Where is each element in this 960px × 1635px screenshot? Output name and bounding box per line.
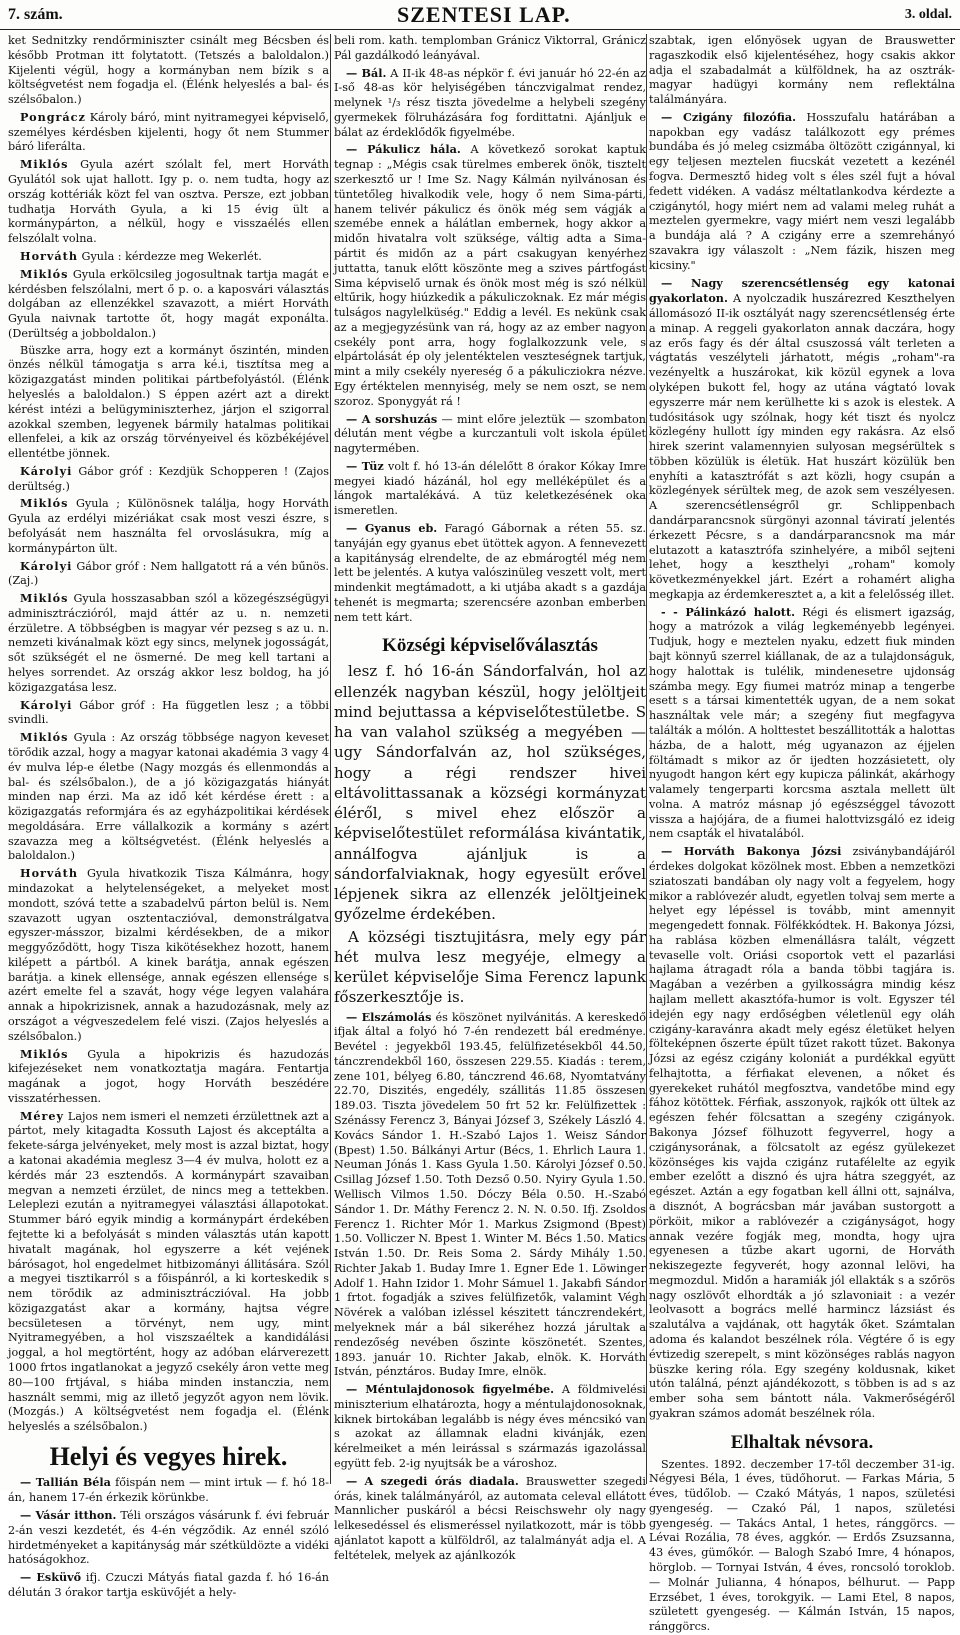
news-item <box>334 521 646 625</box>
speaker-name: Miklós <box>20 266 69 281</box>
paragraph: A községi tisztujitásra, mely egy pár hét mulva lesz megyéje, elmegy a kerület képviselője Sima Ferencz lapunk főszerkesztője is. <box>334 927 646 1007</box>
news-headline: — Tallián Béla <box>20 1475 111 1490</box>
speaker-name: Károlyi <box>20 697 73 712</box>
speaker-name: Miklós <box>20 1046 69 1061</box>
news-item <box>334 459 646 519</box>
news-item <box>334 142 646 409</box>
paragraph <box>8 698 329 729</box>
speaker-name: Miklós <box>20 730 69 745</box>
paragraph: beli rom. kath. templomban Gránicz Viktorral, Gránicz Pál gazdálkodó leányával. <box>334 34 646 62</box>
paragraph-text: Gábor gróf : Kezdjük Schopperen ! (Zajos derültség.) <box>8 464 329 493</box>
speaker-name: Miklós <box>20 157 69 172</box>
deaths-list: Szentes. 1892. deczember 17-től deczember 31-ig. Négyesi Béla, 1 éves, tüdőhorut. — Farkas Mária, 5 éves, tüdőlob. — Czakó Mátyás, 1 napos, születési gyengeség. — Czakó Pál, 1 napos, születési gyengeség. — Takács Antal, 1 hetes, ránggörcs. — Lévai Rozália, 78 éves, aggkór. — Erdős Zsuzsanna, 43 éves, gümőkór. — Balogh Szabó Imre, 4 hónapos, hörglob. — Tornyai István, 4 éves, roncsoló toroklob. — Molnár Julianna, 4 hónapos, bélhurut. — Papp Erzsébet, 1 éves, torokgyik. — Lami Etel, 8 napos, született gyengeség. — Kálmán István, 15 napos, ránggörcs. <box>649 1457 955 1634</box>
speaker-name: Horváth <box>20 866 78 881</box>
speaker-name: Miklós <box>20 496 69 511</box>
paragraph: lesz f. hó 16-án Sándorfalván, hol az ellenzék nagyban készül, hogy jelöltjeit mind bejuttassa a képviselőtestületbe. S ha van valahol szükség a megyében — ugy Sándorfalván az, hol szükséges, hogy a régi rendszer hivei eltávolittassanak a községi kormányzat éléről, s mivel ehez először a képviselőtestület reformálása kivántatik, annálfogva ajánljuk is a sándorfalviaknak, hogy egyesült erővel lépjenek sikra az ellenzék jelöltjeinek győzelme érdekében. <box>334 662 646 924</box>
news-text: A következő sorokat kaptuk tegnap : „Mégis csak türelmes emberek önök, tisztelt szerkesztő ur ! Ime Sz. Nagy Kálmán nyilvánosan és tüntetőleg hivalkodik vele, hogy ő nem Sima-párti, hanem telivér pákulicz és önök még sem vágják a szemébe ennek a hálátlan embernek, hogy akkor a midőn hivatalra volt szüksége, váltig adta a Sima-pártit és midőn az a párt csakugyan kenyérhez juttatta, tanuk előtt köszönte meg a szives pártfogást Sima képviselő urnak és önök most még is szó nélkül eltűrik, hogy hiúzkedik a pákuliczoknak. Ez már mégis tulságos nagylelküség." Eddig a levél. Es nekünk csak az a megjegyzésünk van rá, hogy az az ember nagyon csekély pont arra, hogy foglalkozzunk vele, s elpártolását ép oly jelentéktelen veszteségnek tartjuk, mint a mily csekély nyereség ő a pákulicziokra nézve. Egy értéktelen mennyiség, mely se nem oszt, se nem szoroz. Sponygyát rá ! <box>334 143 646 408</box>
speaker-name: Pongrácz <box>20 109 86 124</box>
paragraph-text: Gyula : kérdezze meg Wekerlét. <box>77 249 262 263</box>
news-item <box>334 412 646 457</box>
news-headline: — Nagy szerencsétlenség egy katonai gyakorlaton. <box>649 275 955 306</box>
speaker-name: Károlyi <box>20 558 73 573</box>
news-text: Brauswetter szegedi órás, kinek találmányáról, az automata celeval ellátott Mannlicher puskáról a bécsi Reischswehr oly nagy lelkesedéssel és elismeréssel nyilatkozott, már is több ajánlatot kapott a külföldről, az talalmányát adja el. A feltételek, melyek az ajánlkozók <box>334 1474 647 1562</box>
news-headline: - - Pálinkázó halott. <box>661 604 796 619</box>
paragraph <box>8 496 329 556</box>
column-1 <box>8 34 330 1599</box>
news-item <box>649 276 955 603</box>
news-text: Régi és elismert igazság, hogy a matrózok a világ legkeményebb legényei. Tudjuk, hogy e meztelen nyaku, edzett fiuk minden bajt könnyű szerrel kiállanak, de az a tulajdonságuk, hogy halottak is tulélik, mindenesetre ujdonság számba megy. Egy fiumei matróz minap a tengerbe esett s a társai kimentették ugyan, de a nem sokat használtak vele már; a szegény fiut megfagyva találták a mólón. A holttestet beszállitották a halottas házba, de a halott, még ugyanazon az éjjelen föltámadt s mikor az őr ijedten hozzásietett, oly nyugodt hangon kért egy kupicza pálinkát, akárhogy valamely tengerparti korcsma asztala mellett ült volna. A matróz másnap jó egészséggel távozott vissza a hajójára, de a fiumei halottvizsgáló ez ideig nem csapták el hivatalából. <box>649 605 955 841</box>
paragraph-text: Károly báró, mint nyitramegyei képviselő, személyes kérdésben kijelenti, hogy őt nem Stummer báró liferálta. <box>8 110 329 154</box>
news-item <box>649 605 955 843</box>
paragraph <box>8 157 329 247</box>
paragraph: szabtak, igen előnyösek ugyan de Brauswetter ragaszkodik első kijelentéséhez, hogy csakis akkor adja el szabadalmát a külföldnek, ha az osztrák-magyar hadügyi kormány nem reflektálna találmányára. <box>649 34 955 107</box>
issue-number: 7. szám. <box>8 5 63 23</box>
section-heading: Helyi és vegyes hirek. <box>49 1441 288 1471</box>
paragraph-text: Gábor gróf : Nem hallgatott rá a vén bűnös. (Zaj.) <box>8 559 329 588</box>
news-item <box>8 1475 329 1506</box>
news-text: és köszönet nyilvánitás. A kereskedő ifjak által a folyó hó 7-én rendezett bál eredménye. Bevétel : jegyekből 193.45, felülfizetésekből 44.50, tánczrendekből 160, összesen 229.55. Kiadás : terem, zene 101, bélyeg 6.80, tánczrend 46.68, Nyomtatvány 22.70, Diszités, engedély, szállitás 11.85 összesen 189.03. Tiszta jövedelem 50 frt 52 kr. Felülfizettek : Szénássy Ferencz 3, Bányai József 3, Székely László 4. Kovács Sándor 1. H.-Szabó Lajos 1. Weisz Sándor (Bpest) 1.50. Bálkányi Artur (Bécs, 1. Ehrlich Laura 1. Neuman Jónás 1. Kass Gyula 1.50. Károlyi József 0.50. Csillag József 1.50. Toth Dezső 0.50. Nyiry Gyula 1.50. Wellisch Vilmos 1.50. Dóczy Béla 0.50. H.-Szabó Sándor 1. Dr. Máthy Ferencz 2. N. N. 0.50. Ifj. Zsoldos Ferencz 1. Richter Mór 1. Markus Zsigmond (Bpest) 1.50. Volliczer N. Bpest 1. Winter M. Bécs 1.50. Matics István 1.50. Dr. Reis Soma 2. Sárdy Mihály 1.50. Richter Jakab 1. Buday Imre 1. Egner Ede 1. Löwinger Adolf 1. Hahn Izidor 1. Mohr Sámuel 1. Jakabfi Sándor 1 frtot. fogadják a szives felülfizetők, valamint Végh Növérek a valóban izléssel készitett tánczrendekért, melyeknek már a bál sikeréhez hozzá járultak a rendezőség nevében őszinte köszönetét. Szentes, 1893. január 10. Richter Jakab, elnök. K. Horváth István, pénztáros. Buday Imre, elnök. <box>334 1010 646 1379</box>
news-text: A nyolczadik huszárezred Keszthelyen állomásozó II-ik osztályát nagy szerencsétlenség érte a minap. A reggeli gyakorlaton annak daczára, hogy az erős fagy és dér által csuszossá vált terleten a vágtatás veszélyteli járhatott, mégis „roham"-ra vezényeltk a huszárokat, kik közül egynek a lova olyképen bukott fel, hogy az utána vágtató lovak egyszerre már nem kerülhette ki s azok is elestek. A tudósitások ugy szólnak, hogy két tiszt és nyolcz közlegény hullott így minden egy rakásra. Az első hirek szerint valamennyien sulyosan megsérültek s többen közülük is életük. Hat huszárt közülük ben enyhíti a katasztrófát s azt közli, hogy csupán a közlegények sérültek meg, de azok sem veszélyesen. A szerencsétlenségről gr. Schlippenbach dandárparancsnok sürgönyi azonnal táviratí jelentés érkezett Pécsre, s a dandárparancsnok ma már elutazott a katasztrófa szinhelyére, a miből sejteni lehet, hogy a keszthelyi „roham" komoly következményekkel járt. Ezért a rohamért aligha megkapja az érdemkeresztet a, a kit a felelősség illet. <box>649 292 955 601</box>
news-item <box>8 1570 329 1601</box>
paragraph-text: Gyula hosszasabban szól a közegészségügyi adminisztráczióról, majd áttér az u. n. nemzeti érzületre. A többségben is magyar vér pezseg s az u. n. nemzeti kivánalmak közt egy sincs, melynek jogosságát, sőt szükségét el ne ösmerné. De meg kell tartani a helyes sorrendet. Az ország akkor lesz boldog, ha jó közigazgatása lesz. <box>8 592 329 694</box>
deaths-heading: Elhaltak névsora. <box>730 1431 874 1453</box>
paragraph-text: Gábor gróf : Ha független lesz ; a többi svindli. <box>8 698 329 727</box>
paragraph <box>8 249 329 265</box>
paragraph-text: Gyula ; Különösnek találja, hogy Horváth Gyula az erdélyi mizériákat csak most veszi észre, s befolyását nem használta fel orvoslásukra, míg a kormánypárton ült. <box>8 497 329 555</box>
news-headline: — Vásár itthon. <box>20 1508 117 1523</box>
paragraph-text: Gyula azért szólalt fel, mert Horváth Gyulától sok ujat hallott. Igy p. o. nem tudta, hogy az ország kottériák közt fel van osztva. Persze, ezt jobban tudhatja Horváth Gyula, a ki 15 évig ült a kormánypárton, a nélkül, hogy e visszaélés ellen felszólalt volna. <box>8 158 329 246</box>
news-text: Hosszufalu határában a napokban egy vadász találkozott egy prémes bundába és jó meleg csizmába öltözött czigánnyal, ki egy teljesen meztelen fiucskát vezetett a kezénél fogva. Dermesztő hideg volt s éles szél fujt a hóval fedett vidéken. A vadász méltatlankodva kérdezte a czigánytól, hogy miért nem ad valami meleg ruhát a meztelen gyermekre, vagy miért nem veszi legalább a bundája alá ? A czigány erre a szemrehányó szavakra igy válaszolt : „Nem fázik, hiszen meg kicsiny." <box>649 110 955 272</box>
news-item <box>334 1010 646 1381</box>
paragraph-text: Gyula a hipokrizis és hazudozás kifejezéseket nem vonatkoztatja magára. Fentartja magának a jogot, hogy Horváth beszédére visszatérhessen. <box>8 1047 329 1105</box>
news-text: A földmivelési miniszterium elhatározta, hogy a méntulajdonosoknak, kiknek birtokában legalább is négy éves méncsikó van s azokat az államnak eladni kivánják, ezen kérelmeiket a mén leirással s származás igazolással együtt feb. 2-ig nyujtsák be a városhoz. <box>334 1383 647 1470</box>
masthead <box>0 0 960 30</box>
paragraph <box>8 1109 329 1435</box>
paragraph: Büszke arra, hogy ezt a kormányt őszintén, minden önzés nélkül támogatja s arra ké.i, tisztítsa meg a közigazgatást minden politikai pártbefolyástól. (Élénk helyeslés a baloldalon.) S éppen azért azt a direkt kérést intézi a belügyminiszterhez, járjon el szigorral azokkal szemben, legyenek bármily hatalmas politikai ellenfelei, a kik az ország törvényeivel és közbékéjével ellentétbe jönnek. <box>8 343 329 461</box>
news-headline: — Gyanus eb. <box>346 521 438 535</box>
news-text: főispán nem — mint irtuk — f. hó 18-án, hanem 17-én érkezik körünkbe. <box>8 1476 329 1505</box>
paragraph <box>8 267 329 342</box>
paragraph <box>8 591 329 695</box>
paragraph <box>8 866 329 1044</box>
speaker-name: Mérey <box>20 1108 65 1123</box>
paragraph <box>8 730 329 864</box>
paragraph <box>8 464 329 495</box>
paragraph-text: Lajos nem ismeri el nemzeti érzülettnek azt a pártot, mely kitagadta Kossuth Lajost és akceptálta a fekete-sárga jelvényeket, mely most is azzal biztat, hogy a katonai akadémia meglesz 3—4 év mulva, holott ez a kérdés már 23 esztendős. A kormánypárt szavaiban megvan a nemzeti érzület, de nincs meg a tettekben. Leleplezi ezután a nyitramegyei választási állapotokat. Stummer báró egyik mindig a kormánypárt érdekében fejtette ki a befolyását s minden választás után kapott hivatalt magának, hol egyszerre a két vejének bárósagot, hol engedelmet hitbizományi állitására. Szól a megyei tisztikarról s a főispánról, a ki korteskedik s nem törődik az adminisztráczióval. Ha jobb közigazgatást akar a kormány, hajtsa végre becsületesen a törvényt, nem ugy, mint Nyitramegyében, a hol viszszaéltek a kandidálási joggal, a hol megtörtént, hogy az adóban elárverezett 1000 frtos ingatlanokat a jegyző csekély áron vette meg 80—100 frtjával, s hiába minden instanczia, nem használt semmi, mig az illető jegyzőt agyon nem lövik. (Mozgás.) A költségvetést nem fogadja el. (Élénk helyeslés a szélsőbalon.) <box>8 1109 329 1434</box>
news-item <box>334 66 646 141</box>
news-headline: — Elszámolás <box>346 1009 432 1024</box>
news-item <box>334 1382 646 1472</box>
news-text: zsiványbandájáról érdekes dolgokat közölnek most. Ebben a nemzetközi sziatoszati bandában oly nagy volt a fegyelem, hogy mikor a rablóvezér aludt, egyetlen tolvaj sem merte a helyet egy lépéssel is tovább, mint amennyit megengedett fonnak. Fölfékkódtek. H. Bakonya Józsi, ha rablása közben elmenállásra talált, végzett tevaselle volt. Oriási csoportok vett el pazarlási hajlama átragadt róla a banda többi tagjára is. Magában a vezérben a gyilkosságra mindig kész hajlam mellett akasztófa-humor is volt. Egyszer tél idején egy nagy erdőségben véletlenül egy oláh czigány-karavánra akadt mely egész életüket helyen fölteképnen őszerte épült tűzet rakott tűzet. Bakonya Józsi az egész czigány koloniát a purdékkal együtt felhajtotta, a férfiakat elevenen, a nőket és gyerekeket ruhától megfosztva, vandetőbe mind egy fához kötöttek. Férfiak, asszonyok, rajkók ott ültek az egészen fehér fölcsattan a szegény czigányok. Bakonya József fölhuzott fegyverrel, hogy a czigánysorának, a fölcsatolt az egész gyülekezet közönséges kis vajda czigánz rutafélelte az egyik ember ezelőtt a disznó és ujra hátra szeggyét, az egészet. Aztán a egy fogatban kell állni ott, sajnálva, a disznót, A bográcsban már javában sustorgott a pörköit, mikor a rablóvezér a czigányságot, hogy annak vezére fogják meg, mondta, hogy ujra egyenesen a tűzbe akart ugorni, de Horváth nekiszegezte fegyverét, hogy azonnal lelövi, ha megmozdul. Midőn a haramiák jól ellakták s a szőrös nagy oszlövőt elhordták a jó szlavoniait : a vezér leolvasott a bogrács mellé harmincz lázsiást és szalutálva a vajdának, ott hagyták őket. Számtalan adoma és kalandot beszélnek róla. Végtére ő is egy évtizedig szerepelt, s mint közönséges rablás nagyon büszke kering róla. Egy szegény koldusnak, kiket utón találná, pénzt ajándékozott, s többen is ad s az ember soha sem bántott nála. Vakmerőségéről gyakran számos adomát beszélnek róla. <box>649 845 955 1420</box>
column-2 <box>334 34 647 1562</box>
news-headline: — A szegedi órás diadala. <box>346 1473 519 1488</box>
paragraph-text: Gyula : Az ország többsége nagyon keveset törődik azzal, hogy a magyar katonai akadémia 3 vagy 4 év mulva lép-e életbe (Nagy mozgás és ellenmondás a bal- és szélsőbalon.), de a jó közigazgatás hiányát minden nap érzi. Ma az idő két kérdése érett : a közigazgatás reformjára és az egyházpolitikai kérdések megoldására. Erre vállalkozik a kormány s azért szavazza meg a költségvetést. (Élénk helyeslés a baloldalon.) <box>8 731 329 863</box>
paragraph-text: Gyula erkölcsileg jogosultnak tartja magát e kérdésben felszólalni, mert ő p. o. a kaposvári választás dolgában az ellenzékkel szavazott, a miért Horváth Gyula naivnak tartotte őt, hogy magát exponálta. (Derültség a jobboldalon.) <box>8 267 329 340</box>
news-headline: — Méntulajdonosok figyelmébe. <box>346 1382 555 1397</box>
news-item <box>649 844 955 1421</box>
news-headline: — A sorshuzás <box>346 411 438 426</box>
news-headline: — Bál. <box>346 65 387 80</box>
news-text: Faragó Gábornak a réten 55. sz. tanyáján egy gyanus ebet ütöttek agyon. A fennevezett a kapitányság elrendelte, de az ebmárogtél még nem lett be jelentés. A kutya valószinüleg veszett volt, mert mindenkit megtámadott, a ki utjába akadt s a gazdája tehenét is megmarta; szerencsére azonban emberben nem tett kárt. <box>334 522 646 624</box>
news-text: ifj. Czuczi Mátyás fiatal gazda f. hó 16-án délután 3 órakor tartja esküvőjét a hely- <box>8 1571 329 1599</box>
news-text: Téli országos vásárunk f. évi február 2-án veszi kezdetét, és 4-én végződik. Az ennél szóló hirdetményeket a kapitányság már szétküldözte a vidéki hatóságokhoz. <box>8 1509 330 1567</box>
news-item <box>8 1508 329 1568</box>
news-headline: — Horváth Bakonya Józsi <box>661 844 842 859</box>
speaker-name: Károlyi <box>20 463 73 478</box>
speaker-name: Miklós <box>20 591 69 606</box>
paragraph-text: Gyula hivatkozik Tisza Kálmánra, hogy mindazokat a helytelenségeket, a melyeket most mondott, szóvá tette a szabadelvű párton belül is. Nem szavazott ugyan osztentaczióval, demonstrálgatva egyszer-másszor, bizalmi kérdésekben, de a mikor meggyőződött, hogy Tisza kikötésekhez hozott, hanem kilépett a pártból. A kinek barátja, annak egészen barátja. a kinek ellensége, annak egészen ellensége s azért emelte fel a szavát, hogy vége legyen valahára annak a hipokrizisnek, annak a hazudozásnak, mely az országot a végveszedelem felé viszi. (Zajos helyeslés a szélsőbalon.) <box>8 867 329 1043</box>
news-text: A II-ik 48-as népkör f. évi január hó 22-én az I-ső 48-as kör helyiségében tánczvigalmat rendez, melynek ¹/₃ rész tiszta jövedelme a helybeli szegény gyermekek fölruházására fog fordittatni. Ajánljuk e bálat az érdeklődők figyelmébe. <box>334 66 647 139</box>
news-headline: — Czigány filozófia. <box>661 109 797 124</box>
section-heading: Községi képviselőválasztás <box>382 635 598 657</box>
news-headline: — Tüz <box>346 458 384 473</box>
news-item <box>649 110 955 274</box>
newspaper-title: SZENTESI LAP. <box>396 1 571 27</box>
paragraph <box>8 1047 329 1107</box>
paragraph <box>8 110 329 155</box>
paragraph <box>8 559 329 590</box>
page-number: 3. oldal. <box>904 6 952 22</box>
column-divider <box>330 34 331 1484</box>
paragraph: ket Sednitzky rendőrminiszter csinált meg Bécsben és később Protman itt folytatott. (Tetszés a baloldalon.) Kijelenti végül, hogy a kormányban nem bízik s a költségvetést nem fogadja el. (Élénk helyeslés a bal- és szélsőbalon.) <box>8 34 329 107</box>
election-article <box>334 661 646 1007</box>
speaker-name: Horváth <box>20 248 78 263</box>
news-text: volt f. hó 13-án délelőtt 8 órakor Kókay Imre megyei kiadó házánál, hol egy melléképület és a lángok martalékává. A tüz keletkezésének oka ismeretlen. <box>334 459 647 518</box>
news-text: — mint előre jeleztük — szombaton délután ment végbe a kurczantuli volt iskola épület nagytermében. <box>334 412 646 456</box>
news-headline: — Pákulicz hála. <box>346 142 461 157</box>
column-3 <box>649 34 955 1634</box>
news-headline: — Esküvő <box>20 1570 82 1585</box>
column-divider <box>646 34 647 1484</box>
news-item <box>334 1474 646 1564</box>
